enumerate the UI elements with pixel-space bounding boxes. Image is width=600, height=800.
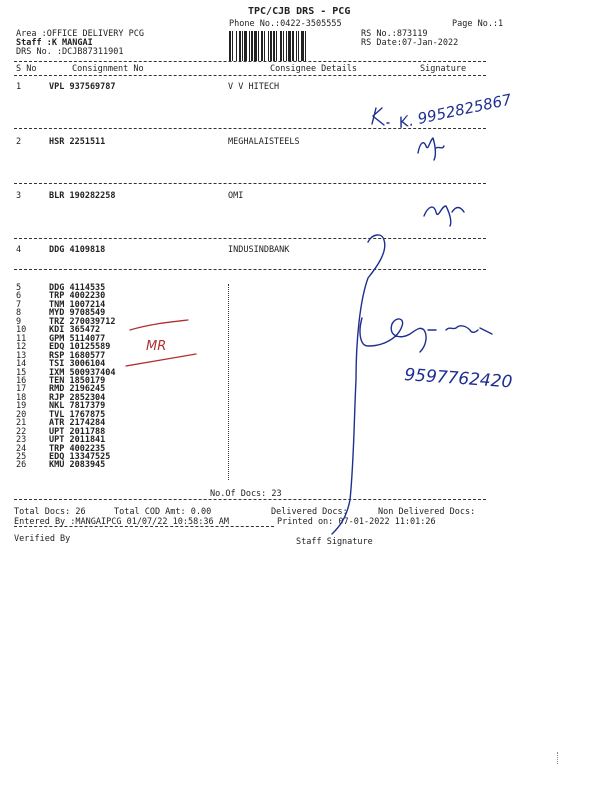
consignment-number: IXM 500937404 (49, 367, 116, 378)
annotation-stroke (126, 354, 196, 366)
signature-stroke (360, 318, 492, 352)
col-consignee: Consignee Details (270, 64, 357, 74)
serial-number: 17 (16, 384, 27, 395)
document-title: TPC/CJB DRS - PCG (248, 6, 351, 17)
delivered-docs: Delivered Docs: (271, 507, 348, 517)
consignment-number: NKL 7817379 (49, 401, 106, 412)
serial-number: 2 (16, 137, 22, 147)
serial-number: 10 (16, 325, 27, 336)
consignee-name: MEGHALAISTEELS (228, 137, 300, 147)
handwritten-phone-1: K. 9952825867 (397, 90, 514, 132)
consignment-number: MYD 9708549 (49, 308, 106, 319)
consignment-number: VPL 937569787 (49, 82, 116, 92)
consignment-number: TSI 3006104 (49, 359, 106, 370)
consignment-number: DDG 4114535 (49, 283, 106, 293)
verified-by: Verified By (14, 534, 71, 544)
serial-number: 16 (16, 375, 27, 386)
handwritten-phone-2: 9597762420 (403, 365, 513, 393)
serial-number: 9 (16, 316, 22, 327)
non-delivered-docs: Non Delivered Docs: (378, 507, 476, 517)
serial-number: 25 (16, 452, 27, 462)
consignment-number: UPT 2011841 (49, 435, 106, 446)
col-signature: Signature (420, 64, 467, 74)
rs-date: RS Date:07-Jan-2022 (361, 38, 459, 48)
consignee-name: V V HITECH (228, 82, 280, 92)
serial-number: 1 (16, 82, 22, 92)
serial-number: 4 (16, 245, 22, 255)
drs-number: DRS No. :DCJB87311901 (16, 47, 124, 57)
staff-label: Staff :K MANGAI (16, 38, 93, 48)
annotation-stroke (130, 320, 188, 330)
phone-number: Phone No.:0422-3505555 (229, 19, 342, 29)
consignment-number: RMD 2196245 (49, 384, 106, 395)
consignment-number: RSP 1680577 (49, 350, 106, 361)
total-docs: Total Docs: 26 (14, 507, 86, 517)
serial-number: 7 (16, 299, 22, 310)
serial-number: 24 (16, 443, 27, 454)
entered-by: Entered By :MANGAIPCG 01/07/22 10:58:36 AM (14, 517, 229, 527)
col-consignment: Consignment No (72, 64, 144, 74)
rs-number: RS No.:873119 (361, 29, 428, 39)
signature-stroke (372, 108, 389, 125)
consignment-number: TVL 1767875 (49, 409, 106, 420)
consignee-name: INDUSINDBANK (228, 245, 290, 255)
page-number: Page No.:1 (452, 19, 504, 29)
no-of-docs: No.Of Docs: 23 (210, 489, 282, 499)
consignment-number: TRZ 270039712 (49, 316, 116, 327)
serial-number: 6 (16, 291, 22, 302)
serial-number: 3 (16, 191, 22, 201)
consignment-number: KMU 2083945 (49, 460, 106, 471)
col-sno: S No (16, 64, 37, 74)
staff-signature-label: Staff Signature (296, 537, 373, 547)
serial-number: 22 (16, 426, 27, 437)
serial-number: 12 (16, 342, 27, 353)
consignment-number: TRP 4002230 (49, 291, 106, 302)
consignment-number: GPM 5114077 (49, 333, 106, 344)
consignment-number: BLR 190282258 (49, 191, 116, 201)
serial-number: 15 (16, 367, 27, 378)
serial-number: 14 (16, 359, 27, 370)
consignment-number: RJP 2852304 (49, 392, 106, 403)
signature-stroke (418, 138, 444, 160)
serial-number: 5 (16, 283, 22, 293)
total-cod-amount: Total COD Amt: 0.00 (114, 507, 212, 517)
area-label: Area :OFFICE DELIVERY PCG (16, 29, 144, 39)
consignment-number: TEN 1850179 (49, 375, 106, 386)
serial-number: 11 (16, 333, 27, 344)
serial-number: 19 (16, 401, 27, 412)
consignment-number: EDQ 10125589 (49, 342, 111, 353)
consignment-number: UPT 2011788 (49, 426, 106, 437)
serial-number: 13 (16, 350, 27, 361)
serial-number: 26 (16, 460, 27, 471)
consignment-number: TNM 1007214 (49, 299, 106, 310)
printed-on: Printed on: 07-01-2022 11:01:26 (277, 517, 436, 527)
consignment-number: EDQ 13347525 (49, 452, 111, 462)
serial-number: 18 (16, 392, 27, 403)
handwritten-initials: MR (146, 339, 167, 354)
signature-stroke (332, 235, 385, 534)
consignee-name: OMI (228, 191, 244, 201)
consignment-number: KDI 365472 (49, 325, 101, 336)
consignment-number: ATR 2174284 (49, 418, 106, 429)
serial-number: 20 (16, 409, 27, 420)
scan-mark (557, 752, 564, 764)
serial-number: 23 (16, 435, 27, 446)
consignment-number: DDG 4109818 (49, 245, 106, 255)
serial-number: 8 (16, 308, 22, 319)
serial-number: 21 (16, 418, 27, 429)
signature-stroke (424, 206, 464, 226)
consignment-number: HSR 2251511 (49, 137, 106, 147)
consignment-number: TRP 4002235 (49, 443, 106, 454)
